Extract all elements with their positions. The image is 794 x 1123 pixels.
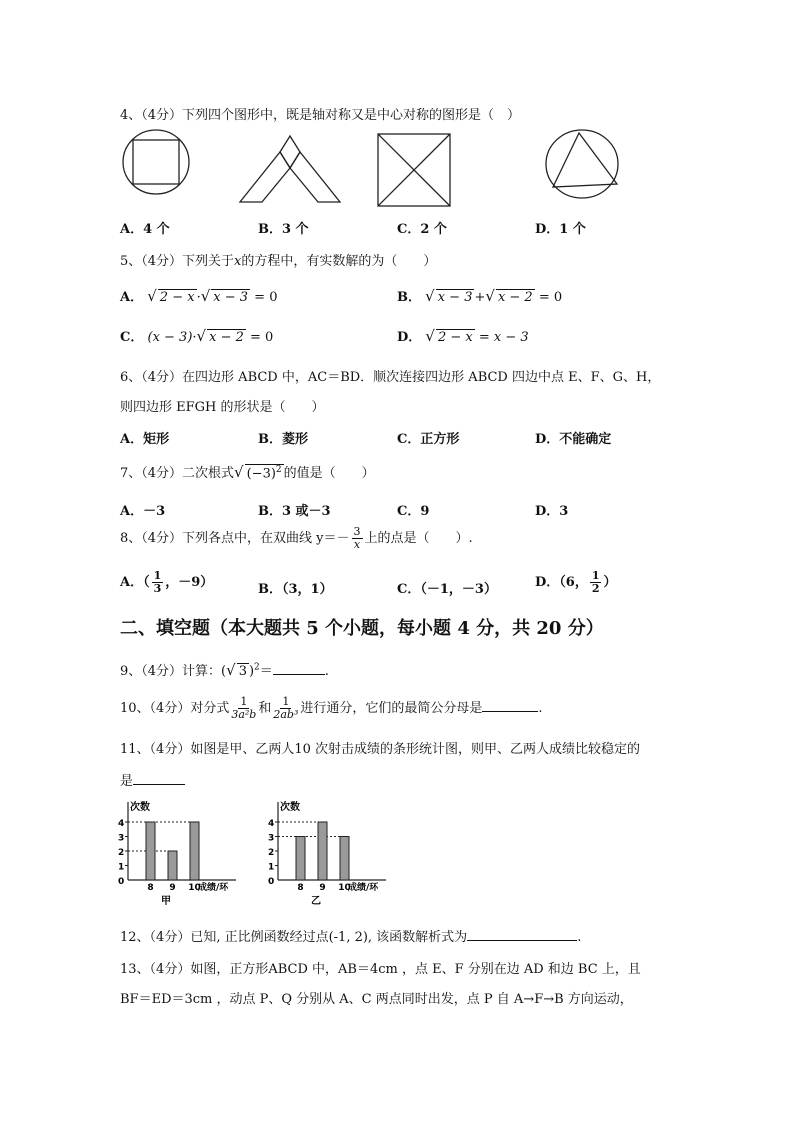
chart-1-ytick: 1: [118, 862, 125, 873]
q10-f1-num: 1: [240, 695, 248, 708]
q10-end: .: [538, 701, 543, 716]
q7-stem: 7、（4分）二次根式√ $(-3)^2$ 的值是（ ）: [120, 463, 375, 481]
chart-2-xtick: 8: [297, 883, 304, 893]
q9-equals: ＝: [259, 664, 273, 679]
q10-stem: [120, 696, 543, 721]
q9-exponent: 2: [254, 662, 260, 673]
chart-1-ytick: 3: [118, 833, 125, 844]
chart-2-bar-10: [340, 837, 349, 881]
q4-stem: 4、（4分）下列四个图形中，既是轴对称又是中心对称的图形是（ ）: [120, 108, 521, 123]
chart-2-ytick: 0: [268, 877, 275, 887]
q5-option-d-label: D．: [397, 330, 422, 345]
q4-option-a: A．4 个: [120, 222, 170, 237]
q9-radicand: 3: [238, 664, 247, 679]
q8-stem-a: 8、（4分）下列各点中，在双曲线 y＝－: [120, 531, 350, 546]
q6-line-1: 6、（4分）在四边形 ABCD 中，AC＝BD．顺次连接四边形 ABCD 四边中点 E、F、G、H，: [120, 370, 661, 385]
q10-fraction-1: [231, 696, 256, 721]
q5-a-radicand-1: 2 − x: [159, 290, 195, 305]
q4-option-b: B．3 个: [258, 222, 309, 237]
q8-d-den: 2: [591, 582, 600, 595]
q7-option-d: D．3: [535, 504, 569, 519]
chart-2-ytick: 3: [268, 833, 275, 844]
q5-a-rhs: = 0: [254, 290, 278, 305]
q5-b-radicand-2: x − 2: [497, 290, 533, 305]
q7-radicand: [245, 464, 284, 481]
q8-a-num: 1: [153, 569, 162, 582]
chart-2-xlabel: 成绩/环: [348, 883, 379, 893]
q5-option-c: C． (x − 3)·√ x − 2 = 0: [120, 327, 274, 345]
section-2-heading: 二、填空题（本大题共 5 个小题，每小题 4 分，共 20 分）: [120, 618, 604, 639]
q11-bar-charts: [116, 800, 416, 912]
chart-2-title: 乙: [311, 896, 321, 907]
q8-fraction: [352, 526, 363, 551]
q12-answer-blank[interactable]: [467, 928, 577, 941]
q5-d-rhs: = x − 3: [478, 330, 529, 345]
q6-option-c: C．正方形: [397, 432, 460, 447]
q10-answer-blank[interactable]: [482, 699, 538, 712]
q10-stem-b: 进行通分，它们的最简公分母是: [300, 701, 483, 716]
q8-d-b: ）: [603, 575, 617, 590]
chart-1-ytick: 0: [118, 877, 125, 887]
q13-line-1: 13、（4分）如图，正方形ABCD 中，AB＝4cm ，点 E、F 分别在边 AD 和边 BC 上，且: [120, 962, 641, 977]
q7-radicand-base: (−3): [246, 466, 276, 481]
chart-2-bar-9: [318, 822, 327, 880]
q11-answer-blank[interactable]: [133, 772, 185, 785]
q5-stem: [120, 250, 436, 269]
q8-d-fraction: [590, 570, 602, 595]
q5-stem-a: 5、（4分）下列关于: [120, 254, 235, 269]
q8-d-a: D．（6，: [535, 575, 588, 590]
q11-line-2: [120, 770, 185, 789]
circle-with-triangle-figure: [546, 130, 618, 198]
chart-1-xtick: 8: [147, 883, 154, 893]
q10-mid: 和: [258, 701, 272, 716]
q4-option-c: C．2 个: [397, 222, 447, 237]
chart-1-title: 甲: [161, 896, 171, 907]
q8-stem: [120, 526, 473, 551]
chart-2-bar-8: [296, 837, 305, 881]
chart-1-xlabel: 成绩/环: [198, 883, 229, 893]
q12-stem-text: 12、（4分）已知, 正比例函数经过点(-1, 2), 该函数解析式为: [120, 930, 468, 945]
chart-1-xtick: 10: [188, 883, 201, 893]
chart-1-bar-10: [190, 822, 199, 880]
q5-option-c-label: C．: [120, 330, 144, 345]
chart-1-ytick: 4: [118, 819, 125, 829]
q7-stem-b: 的值是（ ）: [283, 466, 375, 481]
chart-1-ytick: 2: [118, 848, 125, 858]
q12-end: .: [577, 930, 582, 945]
chart-2-ytick: 1: [268, 862, 275, 873]
chart-2-ytick: 4: [268, 819, 275, 829]
q5-option-b-label: B．: [397, 290, 421, 305]
q7-stem-a: 7、（4分）二次根式: [120, 466, 235, 481]
q6-line-2: 则四边形 EFGH 的形状是（ ）: [120, 400, 325, 415]
q5-b-rhs: = 0: [538, 290, 563, 305]
chart-1-bar-8: [146, 822, 155, 880]
q11-line-2-a: 是: [120, 774, 134, 789]
q8-a-rest: ，－9）: [165, 575, 214, 590]
q7-exponent: 2: [275, 464, 282, 475]
q10-f1-den: 3a²b: [231, 708, 257, 721]
q5-option-a-label: A．: [120, 290, 144, 305]
q10-stem-a: 10、（4分）对分式: [120, 701, 230, 716]
q8-fraction-den: x: [353, 538, 361, 551]
q13-line-2: BF＝ED＝3cm ，动点 P、Q 分别从 A、C 两点同时出发，点 P 自 A→F→B 方向运动，: [120, 992, 633, 1007]
q11-line-1: 11、（4分）如图是甲、乙两人10 次射击成绩的条形统计图，则甲、乙两人成绩比较稳定的: [120, 742, 640, 757]
q6-option-a: A．矩形: [120, 432, 170, 447]
q5-d-radicand: 2 − x: [437, 330, 473, 345]
q9-stem: 9、（4分）计算：(√ 3 )$^2$＝ .: [120, 661, 329, 679]
q10-f2-den: 2ab³: [273, 708, 299, 721]
q7-option-c: C．9: [397, 504, 430, 519]
q8-option-a: [120, 570, 213, 595]
q8-a-label: A．（: [120, 575, 150, 590]
q5-option-a: A． √ 2 − x ·√ x − 3 = 0: [120, 287, 278, 305]
q9-end: .: [324, 664, 329, 679]
chart-2-ylabel: 次数: [280, 802, 300, 813]
q5-c-radicand: x − 2: [209, 330, 244, 345]
q5-a-radicand-2: x − 3: [213, 290, 249, 305]
q10-fraction-2: [273, 696, 298, 721]
q7-option-a: A．－3: [120, 504, 166, 519]
q12-stem: [120, 926, 581, 945]
chart-2-xtick: 9: [319, 883, 326, 893]
q6-option-b: B．菱形: [258, 432, 308, 447]
q4-figures: [110, 128, 670, 218]
q9-answer-blank[interactable]: [273, 662, 325, 675]
q5-option-d: D． √ 2 − x = x − 3: [397, 327, 529, 345]
q5-c-rhs: = 0: [250, 330, 274, 345]
three-rhombus-figure: [240, 136, 340, 202]
q8-stem-b: 上的点是（ ）.: [364, 531, 473, 546]
q5-b-radicand-1: x − 3: [437, 290, 473, 305]
q8-option-d: [535, 570, 617, 595]
q8-option-c: C．（－1，－3）: [397, 582, 497, 597]
square-with-diagonals-figure: [378, 134, 450, 206]
q7-option-b: B．3 或－3: [258, 504, 331, 519]
circle-with-square-figure: [123, 130, 189, 194]
q5-option-b: B． √ x − 3 +√ x − 2 = 0: [397, 287, 563, 305]
q10-f2-num: 1: [282, 695, 290, 708]
chart-1-xtick: 9: [169, 883, 176, 893]
q5-c-pre: (x − 3)·: [147, 330, 197, 345]
q8-a-den: 3: [153, 582, 162, 595]
q9-stem-text: 9、（4分）计算：: [120, 664, 222, 679]
q8-fraction-num: 3: [353, 525, 361, 538]
q6-option-d: D．不能确定: [535, 432, 612, 447]
q5-stem-b: 的方程中，有实数解的为（ ）: [241, 254, 437, 269]
q8-d-num: 1: [591, 569, 600, 582]
chart-1-ylabel: 次数: [130, 802, 150, 813]
chart-2-ytick: 2: [268, 848, 275, 858]
q8-option-b: B．（3，1）: [258, 582, 333, 597]
q5-stem-var: x: [234, 254, 242, 269]
q8-a-fraction: [152, 570, 164, 595]
q4-option-d: D．1 个: [535, 222, 586, 237]
chart-2-xtick: 10: [338, 883, 351, 893]
chart-1-bar-9: [168, 851, 177, 880]
